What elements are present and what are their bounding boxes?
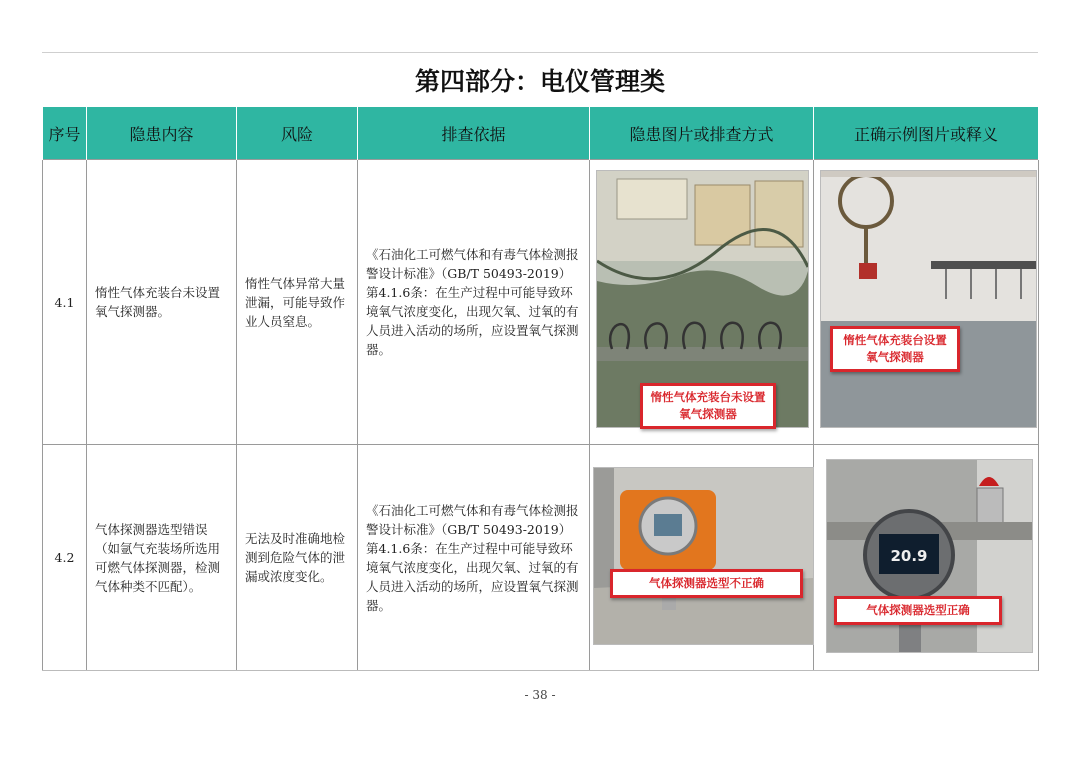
row-basis: 《石油化工可燃气体和有毒气体检测报警设计标准》（GB/T 50493-2019）第4.1.6条：在生产过程中可能导致环境氧气浓度变化，出现欠氧、过氧的有人员进入活动的场所，应设置氧气探测器。 <box>358 160 590 445</box>
correct-image-cell <box>814 445 1039 671</box>
hazard-image-cell <box>590 445 814 671</box>
hazard-photo <box>593 467 814 645</box>
correct-image-cell <box>814 160 1039 445</box>
detector-reading: 20.9 <box>890 547 928 565</box>
header-index: 序号 <box>43 107 87 160</box>
header-basis: 排查依据 <box>358 107 590 160</box>
hazard-table <box>42 107 1039 671</box>
oxygen-detector-photo <box>821 171 1036 427</box>
header-correct-image: 正确示例图片或释义 <box>814 107 1039 160</box>
bottom-rule <box>42 670 1038 671</box>
header-risk: 风险 <box>237 107 358 160</box>
row-index: 4.1 <box>43 160 87 445</box>
row-hazard: 惰性气体充装台未设置氧气探测器。 <box>87 160 237 445</box>
row-hazard: 气体探测器选型错误（如氩气充装场所选用可燃气体探测器，检测气体种类不匹配）。 <box>87 445 237 671</box>
page-number: - 38 - <box>524 688 556 702</box>
row-risk: 无法及时准确地检测到危险气体的泄漏或浓度变化。 <box>237 445 358 671</box>
correct-callout: 气体探测器选型正确 <box>834 596 1002 625</box>
header-hazard-image: 隐患图片或排查方式 <box>590 107 814 160</box>
correct-photo <box>820 170 1037 428</box>
table-row <box>43 445 1039 671</box>
hazard-image-cell <box>590 160 814 445</box>
hazard-callout: 气体探测器选型不正确 <box>610 569 803 598</box>
correct-callout: 惰性气体充装台设置氧气探测器 <box>830 326 960 372</box>
header-hazard: 隐患内容 <box>87 107 237 160</box>
top-rule <box>42 52 1038 53</box>
header-row <box>43 107 1039 160</box>
table-row <box>43 160 1039 445</box>
row-basis: 《石油化工可燃气体和有毒气体检测报警设计标准》（GB/T 50493-2019）第4.1.6条：在生产过程中可能导致环境氧气浓度变化，出现欠氧、过氧的有人员进入活动的场所，应设置氧气探测器。 <box>358 445 590 671</box>
page-title: 第四部分：电仪管理类 <box>414 67 665 96</box>
wrong-detector-photo <box>594 468 813 644</box>
row-index: 4.2 <box>43 445 87 671</box>
hazard-callout: 惰性气体充装台未设置氧气探测器 <box>640 383 776 429</box>
row-risk: 惰性气体异常大量泄漏，可能导致作业人员窒息。 <box>237 160 358 445</box>
